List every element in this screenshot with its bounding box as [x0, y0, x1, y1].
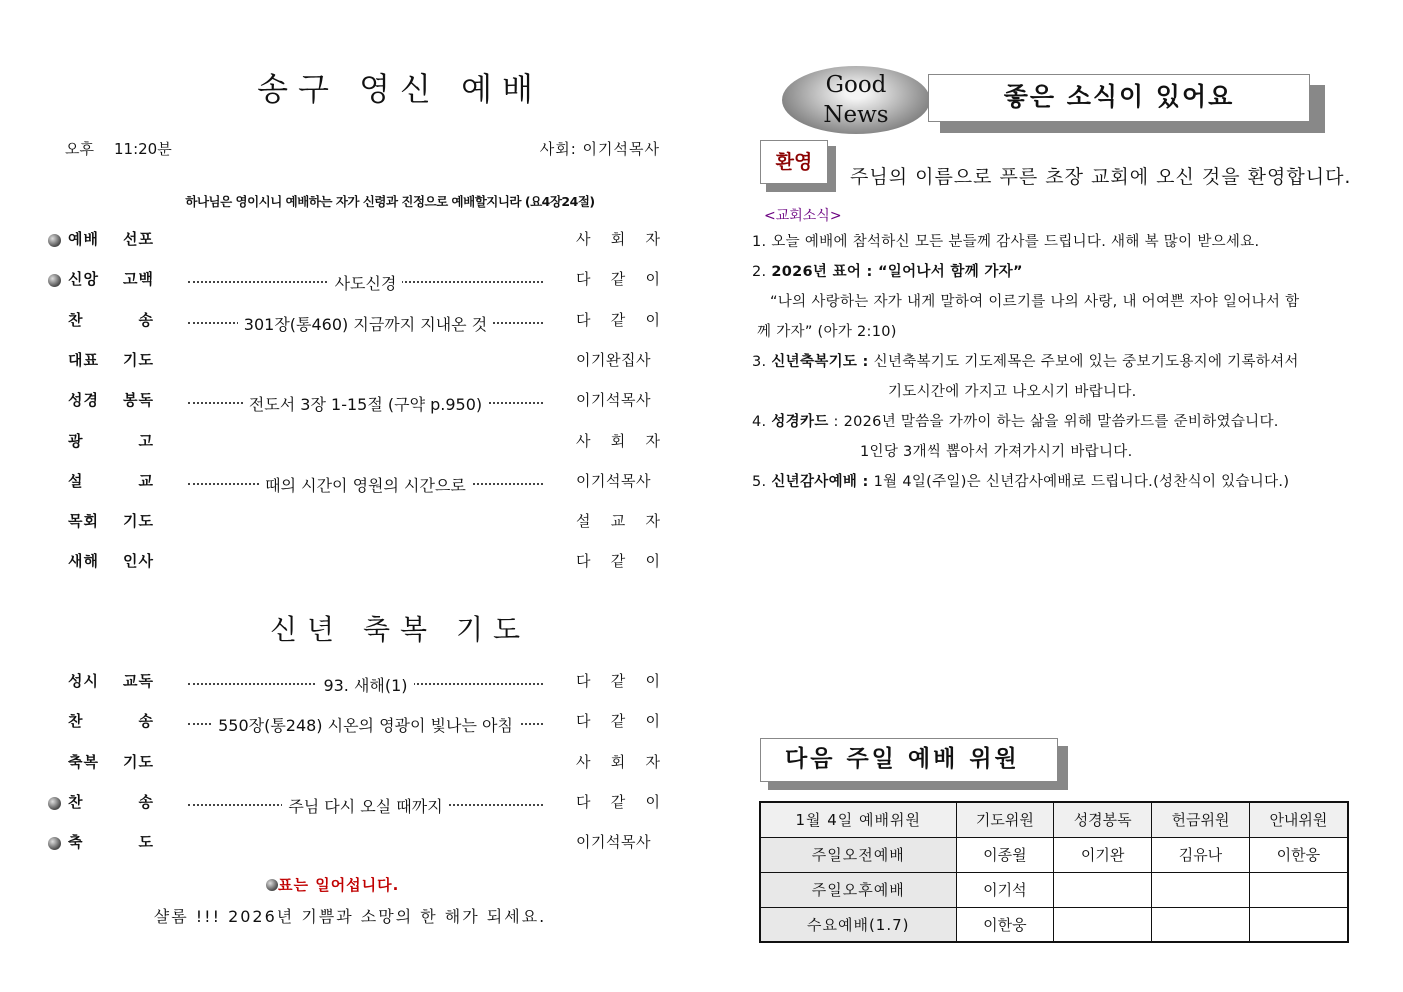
order-item-leader: [576, 510, 661, 531]
order-item-label: [68, 751, 154, 772]
time-value: 11:20분: [113, 140, 172, 158]
order-item-leader: [576, 791, 661, 812]
stand-note-text: 표는 일어섭니다.: [278, 876, 400, 894]
order-item-leader: [576, 710, 661, 731]
order-label-part: 송: [138, 310, 154, 329]
order-item: [48, 710, 663, 734]
order-item-content: 301장(통460) 지금까지 지내온 것: [238, 315, 493, 334]
order-item-label: [68, 309, 154, 330]
stand-note: [266, 874, 399, 895]
order-item: [48, 228, 663, 252]
order-item-content: 때의 시간이 영원의 시간으로: [259, 476, 472, 495]
order-item-leader: 이기완집사: [576, 350, 651, 369]
dot-leader: [188, 312, 543, 335]
leader-char: 같: [610, 792, 627, 811]
order-label-part: 찬: [68, 310, 84, 329]
table-cell: [1054, 907, 1152, 942]
order-item-leader: [576, 670, 661, 691]
order-item: [48, 510, 663, 534]
order-label-part: 광: [68, 431, 84, 450]
dot-leader: [188, 713, 543, 736]
leader-char: 같: [610, 672, 627, 690]
table-header-cell: 성경봉독: [1054, 802, 1152, 837]
table-cell: 이종윌: [956, 837, 1054, 872]
order-label-part: 선포: [123, 230, 154, 248]
leader-char: 사: [576, 230, 592, 248]
order-item-label: [68, 831, 154, 852]
news-item-2-line3: 께 가자” (아가 2:10): [757, 324, 897, 340]
news-item-4-text: : 2026년 말씀을 가까이 하는 삶을 위해 말씀카드를 준비하였습니다.: [833, 414, 1279, 430]
leader-char: 자: [645, 752, 661, 771]
order-item-leader: [576, 309, 661, 330]
order-label-part: 성경: [68, 391, 99, 410]
news-item-3: [752, 350, 1299, 371]
order-label-part: 봉독: [123, 391, 154, 410]
news-item-4-number: 4.: [752, 414, 767, 430]
leader-char: 회: [610, 752, 627, 771]
table-cell: 이한웅: [1249, 837, 1348, 872]
order-label-part: 고: [138, 431, 154, 450]
order-label-part: 목회: [68, 512, 99, 531]
leader-char: 사: [576, 752, 592, 771]
table-cell: 이한웅: [956, 907, 1054, 942]
news-item-3-text: 신년축복기도 기도제목은 주보에 있는 중보기도용지에 기록하셔서: [873, 354, 1299, 370]
news-banner: 좋은 소식이 있어요: [928, 74, 1310, 122]
leader-char: 자: [645, 431, 661, 450]
leader-char: 사: [576, 431, 592, 450]
order-item-content: 사도신경: [329, 274, 403, 293]
leader-char: 다: [576, 792, 592, 811]
table-header-cell: 기도위원: [956, 802, 1054, 837]
leader-char: 설: [576, 512, 592, 531]
page-title: 송구 영신 예배: [257, 70, 543, 108]
table-cell: [1152, 872, 1250, 907]
bullet-icon: [48, 837, 61, 850]
table-header-cell: 1월 4일 예배위원: [760, 802, 956, 837]
order-item-leader: 이기석목사: [576, 391, 651, 410]
presider: 사회: 이기석목사: [539, 140, 660, 158]
table-cell: [1054, 872, 1152, 907]
next-week-title: 다음 주일 예배 위원: [760, 738, 1058, 782]
order-item-label: [68, 710, 154, 731]
news-item-3-title: 신년축복기도 :: [771, 354, 869, 370]
dot-leader: [188, 473, 543, 496]
table-row: [760, 872, 1348, 907]
order-item-leader: 이기석목사: [576, 833, 651, 852]
duty-table: [759, 801, 1349, 943]
news-item-2-line2: “나의 사랑하는 자가 내게 말하여 이르기를 나의 사랑, 내 어여쁜 자야 일어나서 함: [770, 294, 1300, 310]
order-label-part: 교독: [123, 672, 154, 690]
order-item-label: [68, 670, 154, 691]
leader-char: 이: [645, 672, 661, 690]
order-item-label: [68, 791, 154, 812]
order-label-part: 축: [68, 833, 84, 852]
leader-char: 다: [576, 310, 592, 329]
order-item-leader: 이기석목사: [576, 471, 651, 490]
order-item: [48, 550, 663, 574]
leader-char: 같: [610, 552, 627, 571]
order-item-leader: [576, 430, 661, 451]
leader-char: 이: [645, 552, 661, 571]
news-item-5-title: 신년감사예배 :: [771, 474, 869, 490]
table-row: [760, 907, 1348, 942]
order-label-part: 교: [138, 471, 154, 490]
news-item-3-line2: 기도시간에 가지고 나오시기 바랍니다.: [888, 384, 1137, 400]
leader-char: 이: [645, 310, 661, 329]
order-item-content: 주님 다시 오실 때까지: [282, 797, 448, 816]
order-item: [48, 791, 663, 815]
order-label-part: 기도: [123, 512, 154, 531]
news-item-3-number: 3.: [752, 354, 767, 370]
order-item: [48, 751, 663, 775]
order-item: [48, 309, 663, 333]
order-label-part: 찬: [68, 792, 84, 811]
news-item-2-title: 2026년 표어 : “일어나서 함께 가자”: [771, 264, 1023, 280]
order-item-label: [68, 349, 154, 370]
dot-leader: [188, 392, 543, 415]
news-item-2-number: 2.: [752, 264, 767, 280]
order-label-part: 설: [68, 471, 84, 490]
table-cell: [1249, 907, 1348, 942]
order-label-part: 고백: [123, 270, 154, 289]
table-cell: 김유나: [1152, 837, 1250, 872]
order-item-label: [68, 389, 154, 410]
leader-char: 같: [610, 310, 627, 329]
order-item-label: [68, 268, 154, 289]
table-cell: 주일오전예배: [760, 837, 956, 872]
order-item: [48, 470, 663, 494]
news-item-2: [752, 260, 1023, 281]
church-news-heading: <교회소식>: [764, 208, 842, 224]
bullet-icon: [48, 797, 61, 810]
order-label-part: 찬: [68, 712, 84, 731]
leader-char: 이: [645, 270, 661, 289]
order-label-part: 인사: [123, 552, 154, 571]
good-news-line1: Good: [825, 72, 887, 98]
order-item-label: [68, 430, 154, 451]
order-item: [48, 389, 663, 413]
news-item-4-title: 성경카드: [771, 414, 829, 430]
table-header-row: [760, 802, 1348, 837]
news-item-1: 1. 오늘 예배에 참석하신 모든 분들께 감사를 드립니다. 새해 복 많이 받으세요.: [752, 234, 1260, 250]
leader-char: 회: [610, 431, 627, 450]
leader-char: 자: [645, 230, 661, 248]
order-item-content: 93. 새해(1): [317, 676, 413, 695]
table-cell: 이기석: [956, 872, 1054, 907]
table-cell: [1249, 872, 1348, 907]
table-cell: 주일오후예배: [760, 872, 956, 907]
leader-char: 자: [645, 512, 661, 531]
news-item-5-text: 1월 4일(주일)은 신년감사예배로 드립니다.(성찬식이 있습니다.): [873, 474, 1290, 490]
dot-leader: [188, 794, 543, 817]
leader-char: 이: [645, 712, 661, 731]
order-item-label: [68, 228, 154, 249]
news-item-4-line2: 1인당 3개씩 뽑아서 가져가시기 바랍니다.: [860, 444, 1133, 460]
order-item-leader: [576, 751, 661, 772]
time-label: 오후: [65, 140, 94, 158]
order-label-part: 도: [138, 833, 154, 852]
dot-leader: [188, 271, 543, 294]
order-item: [48, 349, 663, 373]
order-item-leader: [576, 268, 661, 289]
leader-char: 같: [610, 712, 627, 731]
order-label-part: 성시: [68, 672, 99, 690]
order-label-part: 대표: [68, 350, 99, 369]
welcome-tag: 환영: [760, 140, 828, 184]
table-cell: [1152, 907, 1250, 942]
table-row: [760, 837, 1348, 872]
table-cell: 이기완: [1054, 837, 1152, 872]
table-header-cell: 헌금위원: [1152, 802, 1250, 837]
leader-char: 회: [610, 230, 627, 248]
order-label-part: 예배: [68, 230, 99, 248]
order-label-part: 새해: [68, 552, 99, 571]
news-item-4: [752, 410, 1279, 431]
order-item-content: 전도서 3장 1-15절 (구약 p.950): [243, 395, 488, 414]
leader-char: 같: [610, 270, 627, 289]
news-item-5-number: 5.: [752, 474, 767, 490]
order-label-part: 기도: [123, 752, 154, 771]
good-news-line2: News: [823, 102, 889, 128]
new-year-greeting: 샬롬 !!! 2026년 기쁨과 소망의 한 해가 되세요.: [153, 907, 547, 926]
bullet-icon: [48, 274, 61, 287]
leader-char: 다: [576, 552, 592, 571]
scripture-verse: 하나님은 영이시니 예배하는 자가 신령과 진정으로 예배할지니라 (요4장24절): [185, 194, 595, 209]
order-label-part: 송: [138, 792, 154, 811]
leader-char: 다: [576, 270, 592, 289]
service-time: [65, 138, 172, 159]
dot-leader: [188, 673, 543, 696]
order-label-part: 축복: [68, 752, 99, 771]
bullet-icon: [48, 234, 61, 247]
order-label-part: 송: [138, 712, 154, 731]
leader-char: 다: [576, 672, 592, 690]
leader-char: 교: [610, 512, 627, 531]
order-item-leader: [576, 550, 661, 571]
welcome-message: 주님의 이름으로 푸른 초장 교회에 오신 것을 환영합니다.: [850, 166, 1352, 188]
table-cell: 수요예배(1.7): [760, 907, 956, 942]
order-item-label: [68, 470, 154, 491]
order-item: [48, 268, 663, 292]
order-item-leader: [576, 228, 661, 249]
order-item-content: 550장(통248) 시온의 영광이 빛나는 아침: [212, 716, 519, 735]
leader-char: 다: [576, 712, 592, 731]
news-item-5: [752, 470, 1289, 491]
order-item: [48, 670, 663, 694]
order-item-label: [68, 550, 154, 571]
good-news-badge: [782, 66, 930, 134]
order-item-label: [68, 510, 154, 531]
table-header-cell: 안내위원: [1249, 802, 1348, 837]
order-label-part: 기도: [123, 350, 154, 369]
bullet-icon: [266, 879, 278, 891]
order-item: [48, 430, 663, 454]
order-item: [48, 831, 663, 855]
order-label-part: 신앙: [68, 270, 99, 289]
leader-char: 이: [645, 792, 661, 811]
section-title: 신년 축복 기도: [269, 613, 531, 646]
